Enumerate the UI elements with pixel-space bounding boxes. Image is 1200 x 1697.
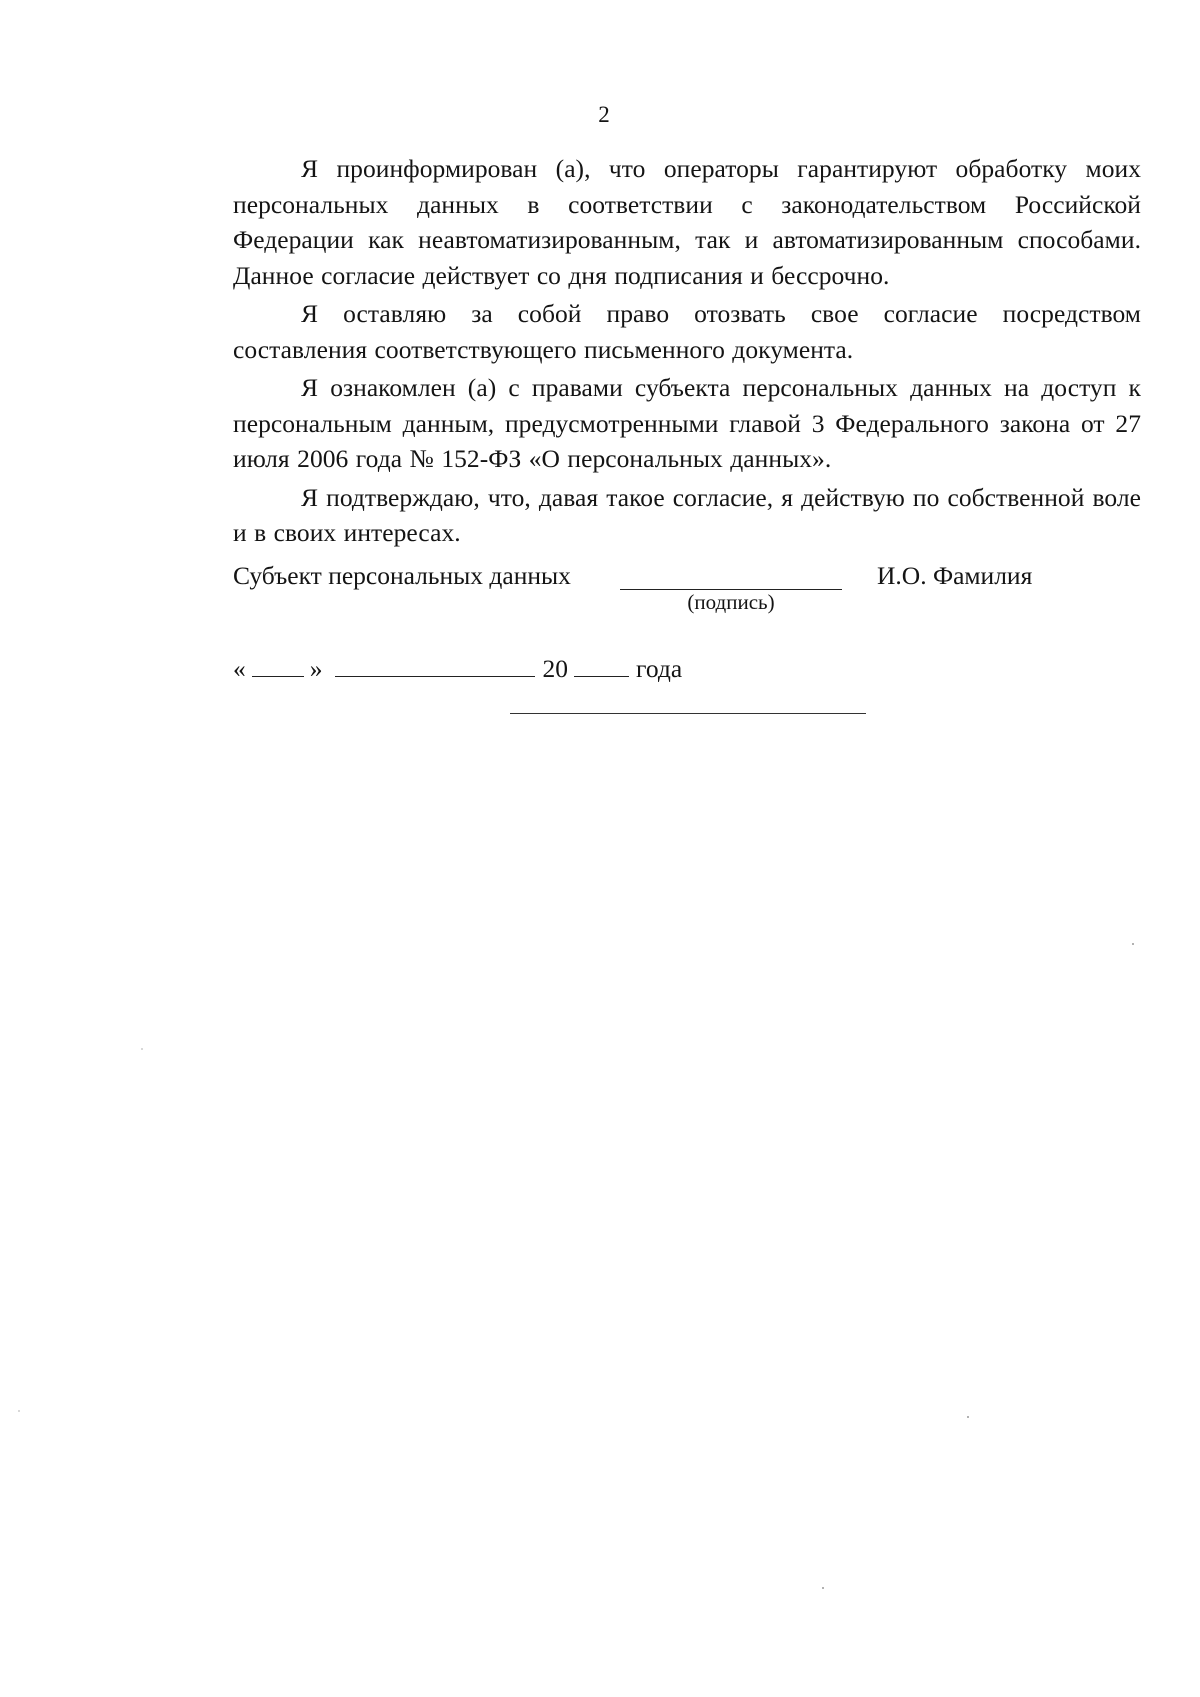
scan-speck (1132, 943, 1134, 945)
date-day-blank[interactable] (252, 652, 304, 677)
signature-caption: (подпись) (687, 590, 775, 614)
signature-label: Субъект персональных данных (233, 561, 571, 590)
date-month-blank[interactable] (335, 652, 535, 677)
date-open-quote: « (233, 654, 246, 683)
date-year-blank[interactable] (574, 652, 629, 677)
signature-block (0, 560, 1200, 620)
paragraph-revocation-right: Я оставляю за собой право отозвать свое согласие посредством составления соответствующего письменного документа. (233, 299, 1141, 364)
date-line (233, 652, 682, 692)
scan-speck (822, 1587, 824, 1589)
scan-speck (967, 1416, 969, 1418)
paragraph-voluntary-consent: Я подтверждаю, что, давая такое согласие, я действую по собственной воле и в своих интересах. (233, 482, 1141, 547)
closing-rule-divider (510, 713, 866, 714)
paragraph-processing-guarantee: Я проинформирован (а), что операторы гарантируют обработку моих персональных данных в соответствии с законодательством Российской Федерации как неавтоматизированным, так и автоматизированным способами. Данное согласие действует со дня подписания и бессрочно. (233, 154, 1141, 290)
date-close-quote: » (309, 654, 323, 683)
date-suffix: года (636, 654, 683, 683)
scan-speck (18, 1410, 20, 1412)
paragraph-rights-acknowledgement: Я ознакомлен (а) с правами субъекта персональных данных на доступ к персональным данным, предусмотренными главой 3 Федерального закона от 27 июля 2006 года № 152-ФЗ «О персональных данных». (233, 373, 1141, 473)
scan-speck (141, 1048, 143, 1050)
page-number: 2 (598, 102, 610, 127)
date-century: 20 (542, 654, 568, 683)
consent-body (233, 151, 1141, 554)
signatory-name: И.О. Фамилия (877, 561, 1033, 590)
